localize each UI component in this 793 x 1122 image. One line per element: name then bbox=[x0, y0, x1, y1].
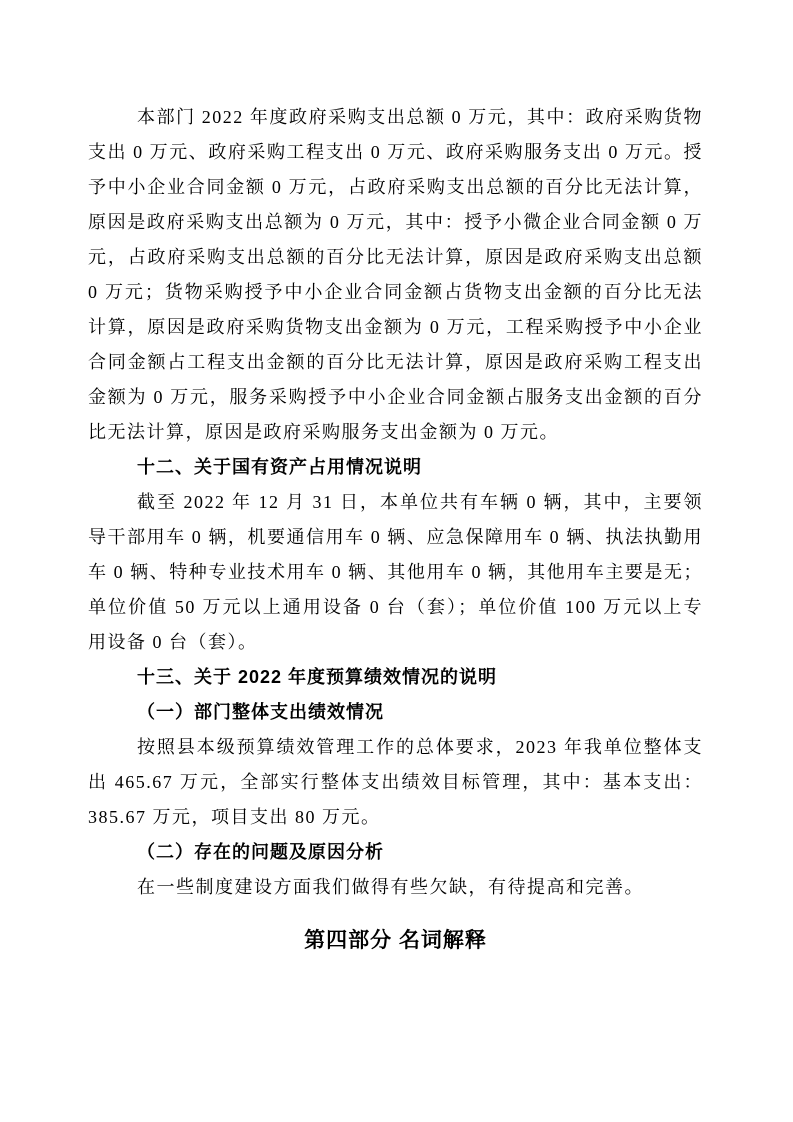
paragraph-government-procurement: 本部门 2022 年度政府采购支出总额 0 万元，其中：政府采购货物支出 0 万元、政府采购工程支出 0 万元、政府采购服务支出 0 万元。授予中小企业合同金额 0 万元，占政府采购支出总额的百分比无法计算，原因是政府采购支出总额为 0 万元，其中：授予小微企业合同金额 0 万元，占政府采购支出总额的百分比无法计算，原因是政府采购支出总额 0 万元；货物采购授予中小企业合同金额占货物支出金额的百分比无法计算，原因是政府采购货物支出金额为 0 万元，工程采购授予中小企业合同金额占工程支出金额的百分比无法计算，原因是政府采购工程支出金额为 0 万元，服务采购授予中小企业合同金额占服务支出金额的百分比无法计算，原因是政府采购服务支出金额为 0 万元。 bbox=[88, 107, 703, 442]
heading-section-12-state-assets: 十二、关于国有资产占用情况说明 bbox=[137, 457, 422, 477]
paragraph-performance-management: 按照县本级预算绩效管理工作的总体要求，2023 年我单位整体支出 465.67 万元，全部实行整体支出绩效目标管理，其中：基本支出：385.67 万元，项目支出 80 万元。 bbox=[88, 737, 703, 827]
heading-13-sub2-problems-analysis: （二）存在的问题及原因分析 bbox=[137, 842, 384, 862]
heading-13-sub1-overall-expenditure-performance: （一）部门整体支出绩效情况 bbox=[137, 702, 384, 722]
paragraph-state-assets: 截至 2022 年 12 月 31 日，本单位共有车辆 0 辆，其中，主要领导干部用车 0 辆，机要通信用车 0 辆、应急保障用车 0 辆、执法执勤用车 0 辆、特种专业技术用车 0 辆、其他用车 0 辆，其他用车主要是无；单位价值 50 万元以上通用设备 0 台（套）；单位价值 100 万元以上专用设备 0 台（套）。 bbox=[88, 492, 703, 652]
part-4-title-glossary: 第四部分 名词解释 bbox=[304, 929, 487, 952]
heading-section-13-budget-performance: 十三、关于 2022 年度预算绩效情况的说明 bbox=[137, 667, 498, 687]
paragraph-problems: 在一些制度建设方面我们做得有些欠缺，有待提高和完善。 bbox=[137, 877, 644, 897]
